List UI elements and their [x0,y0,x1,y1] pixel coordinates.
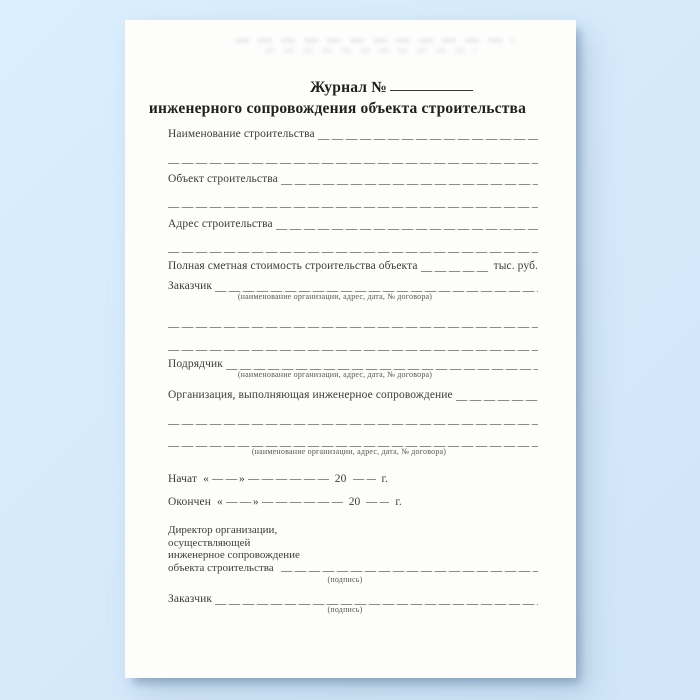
ghost-text-artifact [207,35,522,59]
title-line1 [145,77,530,98]
blank-line-row [168,240,538,255]
customer-signature-caption: (подпись) [327,605,363,614]
director-line-1: Директор организации, [168,524,278,536]
finished-month-blank [259,495,343,505]
construction-address-blank-line-2 [168,240,538,255]
finished-label: Окончен [168,496,211,508]
field-construction-name [168,127,538,142]
open-quote: « [216,496,223,508]
construction-object-blank-line [278,172,538,187]
close-quote: » [252,496,259,508]
finished-century: 20 [348,496,361,508]
close-quote: » [238,473,245,485]
customer-label: Заказчик [168,280,213,292]
construction-address-label: Адрес строительства [168,218,273,230]
field-started-date [168,472,538,487]
started-century: 20 [334,473,347,485]
director-signature-block [168,524,538,574]
customer-signature-label: Заказчик [168,593,213,605]
open-quote: « [203,473,209,485]
blank-line-row [168,412,538,427]
finished-year-suffix: г. [395,496,402,508]
customer-blank-line-3 [168,338,538,353]
field-construction-address [168,217,538,232]
started-month-blank [245,472,329,482]
started-day-blank [209,472,239,482]
blank-line-row [168,315,538,330]
director-signature-caption: (подпись) [327,575,363,584]
field-construction-object [168,172,538,187]
blank-line-row [168,195,538,210]
title-journal-number-label: Журнал № [309,79,388,96]
blank-line-row [168,338,538,353]
construction-address-blank-line [273,217,538,232]
director-line-4-label: объекта строительства [168,561,274,574]
construction-name-label: Наименование строительства [168,128,315,140]
support-organization-blank-line-2 [168,412,538,427]
construction-name-blank-line [315,127,538,142]
support-organization-hint-caption: (наименование организации, адрес, дата, № договора) [251,447,447,456]
title-line2: инженерного сопровождения объекта строительства [148,100,527,117]
director-line-3: инженерное сопровождение [168,549,300,561]
finished-year-blank [363,495,389,505]
director-line-2: осуществляющей [168,536,251,549]
customer-hint-caption: (наименование организации, адрес, дата, № договора) [237,292,433,301]
estimated-cost-label: Полная сметная стоимость строительства объекта [168,260,418,272]
started-label: Начат [168,473,198,485]
scanned-form-page [125,20,576,678]
field-estimated-cost [168,259,538,274]
construction-object-blank-line-2 [168,195,538,210]
construction-object-label: Объект строительства [168,173,278,185]
journal-number-blank-line [387,88,473,92]
estimated-cost-blank-line [418,259,488,274]
support-organization-label: Организация, выполняющая инженерное сопровождение [168,389,453,401]
contractor-label: Подрядчик [168,358,223,370]
field-support-organization [168,388,538,403]
blank-line-row [168,151,538,166]
form-title [145,77,530,119]
customer-blank-line-2 [168,315,538,330]
field-finished-date [168,495,538,510]
contractor-hint-caption: (наименование организации, адрес, дата, № договора) [237,370,433,379]
finished-day-blank [223,495,253,505]
director-line-4 [168,562,538,575]
construction-name-blank-line-2 [168,151,538,166]
director-signature-blank-line [278,562,538,575]
cost-units-label: тыс. руб. [493,260,538,272]
support-organization-blank-line [453,388,538,403]
started-year-blank [350,472,376,482]
started-year-suffix: г. [381,473,388,485]
